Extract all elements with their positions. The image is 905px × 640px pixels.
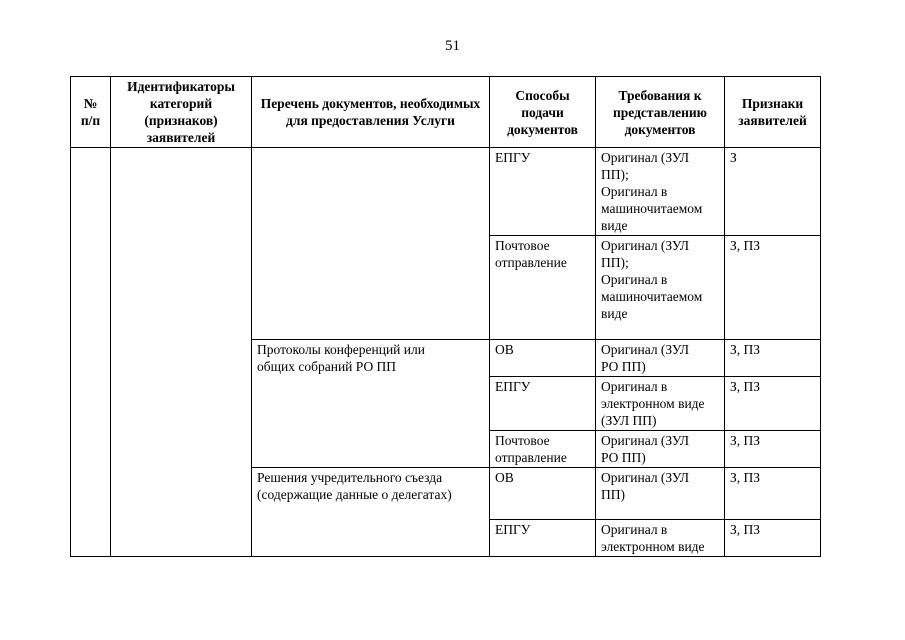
documents-table <box>70 76 821 557</box>
cell-requirement: Оригинал (ЗУЛ РО ПП) <box>596 431 725 468</box>
cell-method: ОВ <box>490 340 596 377</box>
header-number: № п/п <box>71 77 111 148</box>
cell-requirement: Оригинал (ЗУЛ ПП); Оригинал в машиночитаемом виде <box>596 148 725 236</box>
cell-signs: З <box>725 148 821 236</box>
cell-signs: З, ПЗ <box>725 431 821 468</box>
cell-category-ids <box>111 148 252 557</box>
cell-document: Протоколы конференций или общих собраний РО ПП <box>252 340 490 468</box>
cell-signs: З, ПЗ <box>725 520 821 557</box>
cell-requirement: Оригинал в электронном виде <box>596 520 725 557</box>
cell-number <box>71 148 111 557</box>
cell-document: Решения учредительного съезда (содержащие данные о делегатах) <box>252 468 490 557</box>
cell-requirement: Оригинал (ЗУЛ ПП) <box>596 468 725 520</box>
page-number: 51 <box>445 38 460 54</box>
cell-method: ОВ <box>490 468 596 520</box>
cell-document <box>252 148 490 340</box>
table-row <box>71 148 821 236</box>
cell-signs: З, ПЗ <box>725 236 821 340</box>
header-applicant-signs: Признаки заявителей <box>725 77 821 148</box>
cell-method: ЕПГУ <box>490 148 596 236</box>
cell-signs: З, ПЗ <box>725 377 821 431</box>
cell-signs: З, ПЗ <box>725 340 821 377</box>
cell-requirement: Оригинал (ЗУЛ РО ПП) <box>596 340 725 377</box>
cell-method: ЕПГУ <box>490 377 596 431</box>
header-documents-list: Перечень документов, необходимых для предоставления Услуги <box>252 77 490 148</box>
header-requirements: Требования к представлению документов <box>596 77 725 148</box>
header-category-ids: Идентификаторы категорий (признаков) заявителей <box>111 77 252 148</box>
cell-method: ЕПГУ <box>490 520 596 557</box>
cell-requirement: Оригинал (ЗУЛ ПП); Оригинал в машиночитаемом виде <box>596 236 725 340</box>
cell-method: Почтовое отправление <box>490 236 596 340</box>
cell-requirement: Оригинал в электронном виде (ЗУЛ ПП) <box>596 377 725 431</box>
cell-method: Почтовое отправление <box>490 431 596 468</box>
table-header-row <box>71 77 821 148</box>
cell-signs: З, ПЗ <box>725 468 821 520</box>
header-submission-methods: Способы подачи документов <box>490 77 596 148</box>
